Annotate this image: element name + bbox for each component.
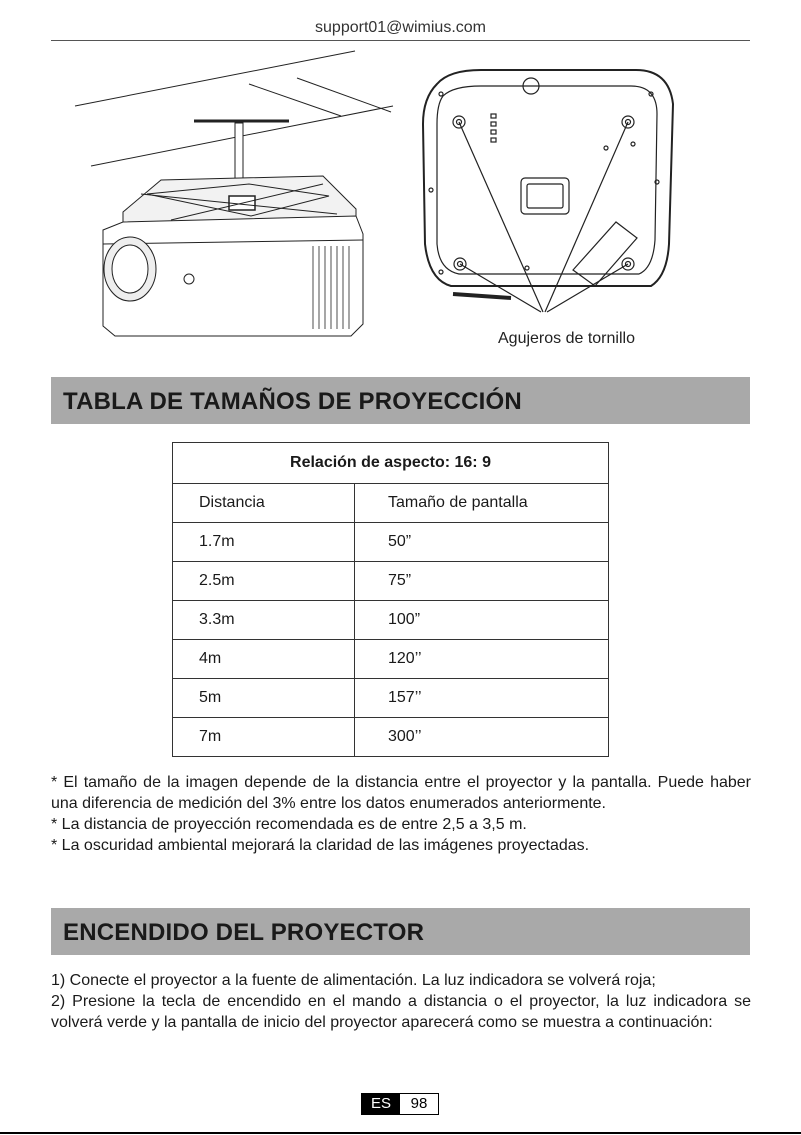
- projection-size-table: [172, 442, 609, 757]
- page-number-badge: [361, 1093, 439, 1115]
- table-row: [173, 601, 609, 640]
- header-divider: [51, 40, 750, 41]
- step-2: 2) Presione la tecla de encendido en el mando a distancia o el proyector, la luz indicadora se volverá verde y la pantalla de inicio del proyector aparecerá como se muestra a continuación:: [51, 993, 751, 1031]
- column-header-screen-size: Tamaño de pantalla: [355, 484, 609, 523]
- note-recommended-distance: * La distancia de proyección recomendada es de entre 2,5 a 3,5 m.: [51, 816, 527, 833]
- note-ambient-darkness: * La oscuridad ambiental mejorará la claridad de las imágenes proyectadas.: [51, 837, 590, 854]
- cell-distance: 3.3m: [173, 601, 355, 640]
- page-number: 98: [400, 1094, 438, 1114]
- language-code: ES: [362, 1094, 400, 1114]
- section-title: ENCENDIDO DEL PROYECTOR: [63, 919, 425, 946]
- table-row: [173, 718, 609, 757]
- cell-size: 157’’: [355, 679, 609, 718]
- step-1: 1) Conecte el proyector a la fuente de alimentación. La luz indicadora se volverá roja;: [51, 972, 656, 989]
- note-image-size: * El tamaño de la imagen depende de la distancia entre el proyector y la pantalla. Puede haber una diferencia de medición del 3% entre los datos enumerados anteriormente.: [51, 774, 751, 812]
- section-title: TABLA DE TAMAÑOS DE PROYECCIÓN: [63, 388, 522, 415]
- table-header-row: [173, 443, 609, 484]
- cell-distance: 1.7m: [173, 523, 355, 562]
- cell-size: 300’’: [355, 718, 609, 757]
- cell-size: 100”: [355, 601, 609, 640]
- cell-distance: 7m: [173, 718, 355, 757]
- cell-size: 50”: [355, 523, 609, 562]
- cell-distance: 4m: [173, 640, 355, 679]
- column-header-distance: Distancia: [173, 484, 355, 523]
- footer-divider: [0, 1132, 801, 1134]
- table-column-header-row: [173, 484, 609, 523]
- cell-size: 75”: [355, 562, 609, 601]
- power-on-steps: [51, 970, 751, 1033]
- figure-caption: Agujeros de tornillo: [498, 330, 635, 347]
- header-email: support01@wimius.com: [315, 19, 486, 36]
- aspect-ratio-label: Relación de aspecto: 16: 9: [173, 443, 609, 484]
- table-row: [173, 679, 609, 718]
- cell-distance: 2.5m: [173, 562, 355, 601]
- table-row: [173, 562, 609, 601]
- cell-distance: 5m: [173, 679, 355, 718]
- notes-block: [51, 772, 751, 856]
- cell-size: 120’’: [355, 640, 609, 679]
- section-header-projection-sizes: [51, 377, 750, 424]
- ceiling-mount-illustration: [51, 44, 750, 354]
- table-row: [173, 523, 609, 562]
- table-row: [173, 640, 609, 679]
- section-header-power-on: [51, 908, 750, 955]
